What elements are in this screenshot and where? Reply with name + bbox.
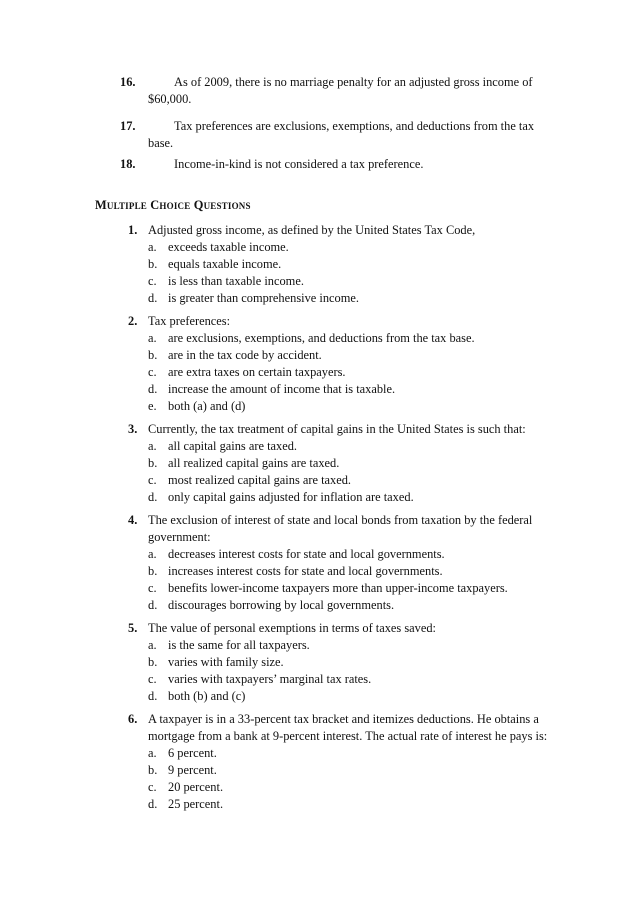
option-c [148, 364, 558, 381]
option-text: are extra taxes on certain taxpayers. [168, 365, 346, 379]
option-letter: d. [148, 382, 158, 396]
option-text: most realized capital gains are taxed. [168, 473, 352, 487]
option-text: 25 percent. [168, 797, 224, 811]
option-d [148, 381, 558, 398]
option-letter: a. [148, 331, 157, 345]
option-text: are in the tax code by accident. [168, 348, 322, 362]
option-text: are exclusions, exemptions, and deductions from the tax base. [168, 331, 475, 345]
option-a [148, 239, 558, 256]
option-c [148, 273, 558, 290]
option-letter: c. [148, 274, 157, 288]
option-c [148, 779, 558, 796]
option-text: increase the amount of income that is taxable. [168, 382, 396, 396]
item-text: Income-in-kind is not considered a tax preference. [174, 157, 424, 171]
option-text: only capital gains adjusted for inflation are taxed. [168, 490, 414, 504]
question-stem: Adjusted gross income, as defined by the United States Tax Code, [148, 223, 476, 237]
question-stem: The value of personal exemptions in terms of taxes saved: [148, 621, 436, 635]
option-letter: e. [148, 399, 157, 413]
option-b [148, 347, 558, 364]
question-stem: Tax preferences: [148, 314, 231, 328]
option-text: all capital gains are taxed. [168, 439, 298, 453]
question-3 [128, 421, 558, 506]
option-text: 6 percent. [168, 746, 217, 760]
option-b [148, 455, 558, 472]
option-letter: b. [148, 257, 158, 271]
option-text: is greater than comprehensive income. [168, 291, 359, 305]
option-letter: d. [148, 291, 158, 305]
option-d [148, 796, 558, 813]
option-letter: a. [148, 439, 157, 453]
option-a [148, 330, 558, 347]
option-d [148, 597, 558, 614]
question-stem: The exclusion of interest of state and local bonds from taxation by the federal government: [148, 513, 533, 544]
option-text: both (a) and (d) [168, 399, 246, 413]
question-number: 4. [128, 513, 138, 527]
option-c [148, 580, 558, 597]
option-text: decreases interest costs for state and local governments. [168, 547, 445, 561]
question-stem: A taxpayer is in a 33-percent tax bracket and itemizes deductions. He obtains a mortgage from a bank at 9-percent interest. The actual rate of interest he pays is: [148, 712, 548, 743]
option-letter: d. [148, 490, 158, 504]
option-d [148, 688, 558, 705]
option-letter: d. [148, 797, 158, 811]
option-c [148, 671, 558, 688]
option-e [148, 398, 558, 415]
item-number: 16. [120, 75, 136, 89]
option-text: both (b) and (c) [168, 689, 246, 703]
question-number: 6. [128, 712, 138, 726]
true-false-item-16 [120, 74, 550, 108]
question-number: 5. [128, 621, 138, 635]
question-number: 2. [128, 314, 138, 328]
option-letter: b. [148, 348, 158, 362]
option-letter: b. [148, 655, 158, 669]
option-text: increases interest costs for state and local governments. [168, 564, 443, 578]
option-letter: b. [148, 564, 158, 578]
option-b [148, 256, 558, 273]
question-1 [128, 222, 558, 307]
section-heading: Multiple Choice Questions [95, 198, 251, 212]
option-letter: a. [148, 746, 157, 760]
option-text: is less than taxable income. [168, 274, 304, 288]
option-b [148, 654, 558, 671]
option-text: equals taxable income. [168, 257, 282, 271]
item-number: 18. [120, 157, 136, 171]
option-a [148, 438, 558, 455]
question-stem: Currently, the tax treatment of capital gains in the United States is such that: [148, 422, 526, 436]
option-d [148, 290, 558, 307]
option-letter: c. [148, 581, 157, 595]
option-text: 20 percent. [168, 780, 224, 794]
question-number: 1. [128, 223, 138, 237]
item-text: Tax preferences are exclusions, exemptions, and deductions from the tax base. [148, 119, 535, 150]
option-text: varies with family size. [168, 655, 284, 669]
option-letter: d. [148, 689, 158, 703]
question-5 [128, 620, 558, 705]
option-c [148, 472, 558, 489]
question-6 [128, 711, 558, 813]
option-a [148, 546, 558, 563]
option-text: all realized capital gains are taxed. [168, 456, 340, 470]
option-text: exceeds taxable income. [168, 240, 289, 254]
item-number: 17. [120, 119, 136, 133]
option-letter: c. [148, 473, 157, 487]
true-false-item-17 [120, 118, 550, 152]
option-letter: b. [148, 763, 158, 777]
option-b [148, 762, 558, 779]
option-b [148, 563, 558, 580]
option-a [148, 745, 558, 762]
option-letter: d. [148, 598, 158, 612]
option-letter: c. [148, 365, 157, 379]
option-a [148, 637, 558, 654]
option-letter: a. [148, 547, 157, 561]
multiple-choice-list [128, 222, 558, 819]
option-letter: c. [148, 780, 157, 794]
option-text: 9 percent. [168, 763, 217, 777]
true-false-item-18 [120, 156, 550, 173]
option-d [148, 489, 558, 506]
option-letter: c. [148, 672, 157, 686]
option-letter: a. [148, 240, 157, 254]
option-text: is the same for all taxpayers. [168, 638, 310, 652]
item-text: As of 2009, there is no marriage penalty for an adjusted gross income of $60,000. [148, 75, 533, 106]
option-text: discourages borrowing by local governments. [168, 598, 395, 612]
question-4 [128, 512, 558, 614]
question-2 [128, 313, 558, 415]
question-number: 3. [128, 422, 138, 436]
option-letter: b. [148, 456, 158, 470]
option-letter: a. [148, 638, 157, 652]
option-text: varies with taxpayers’ marginal tax rates. [168, 672, 372, 686]
option-text: benefits lower-income taxpayers more than upper-income taxpayers. [168, 581, 508, 595]
